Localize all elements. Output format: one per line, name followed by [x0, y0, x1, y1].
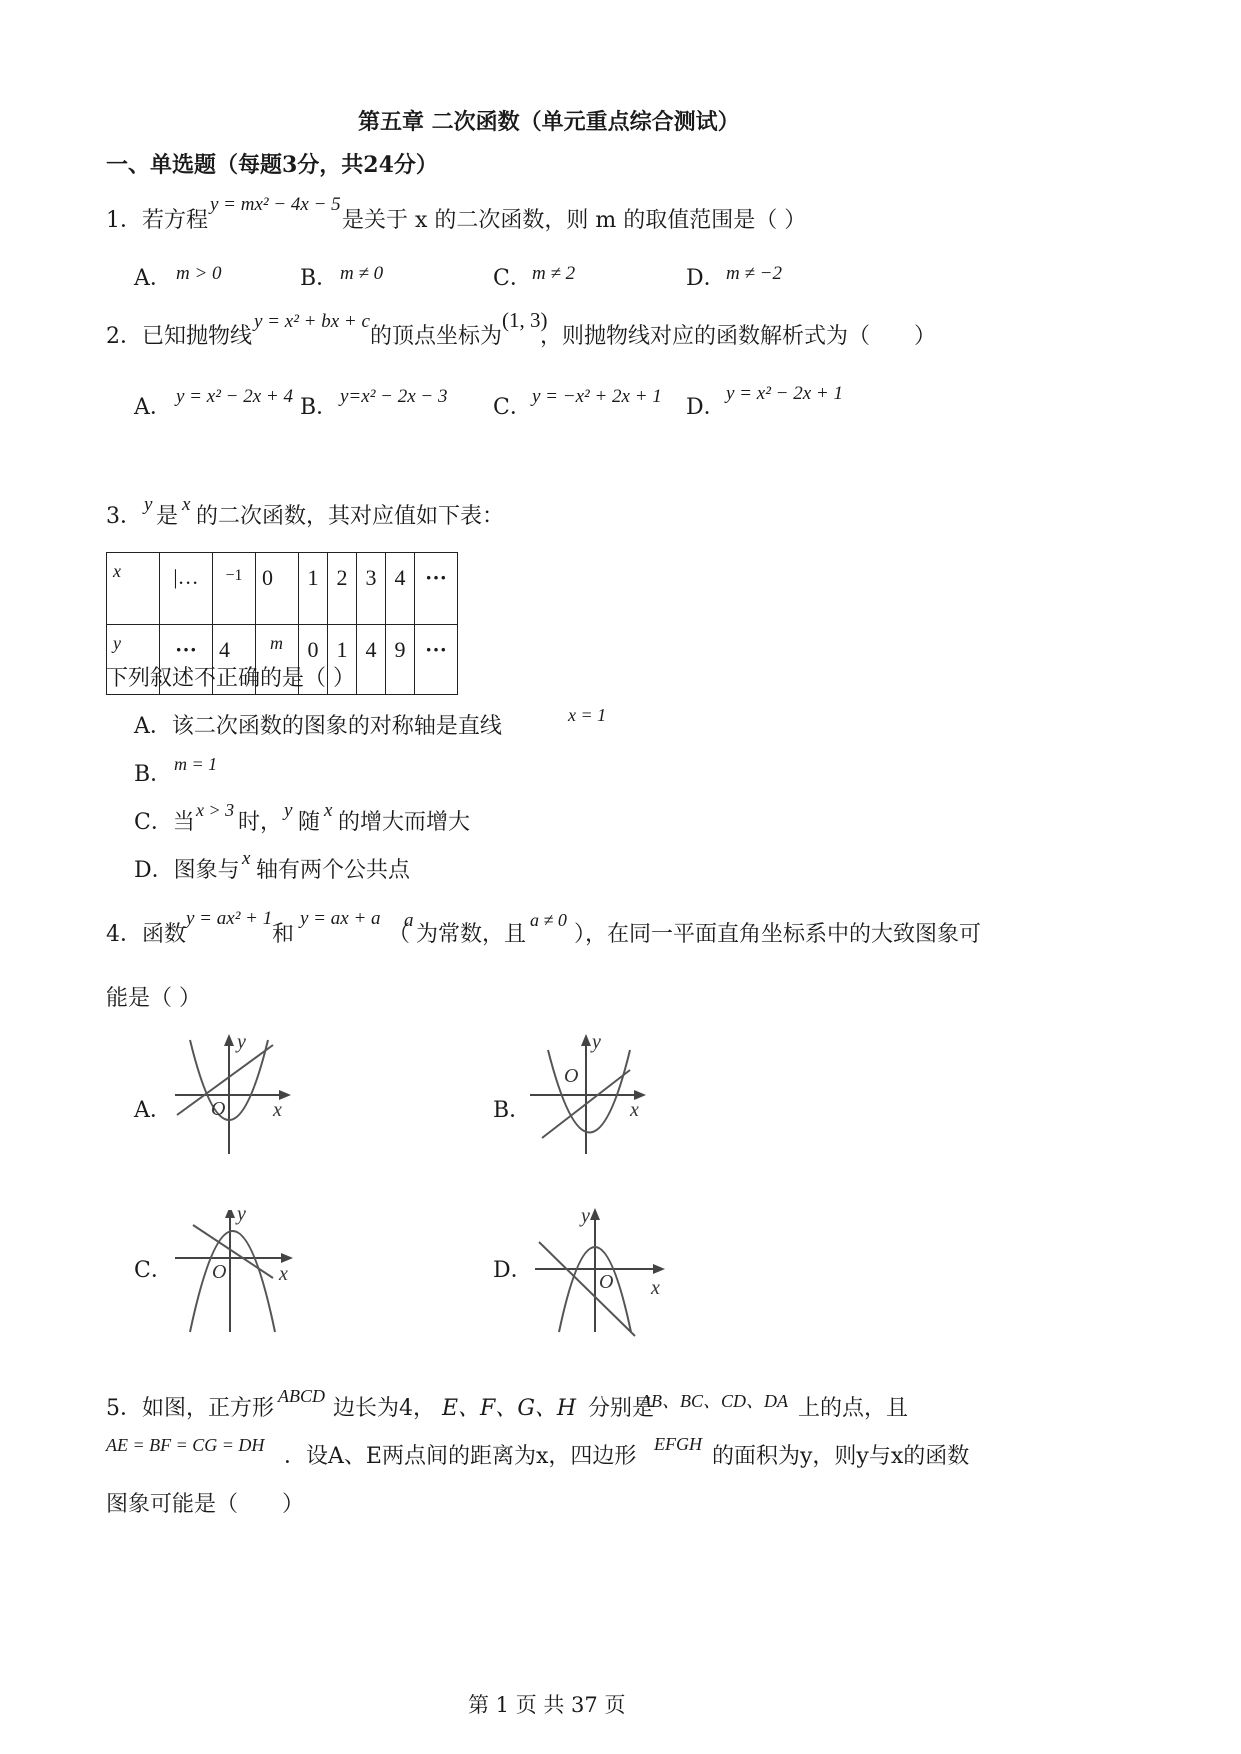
q4-option-d-label[interactable]: D． [493, 1258, 533, 1283]
q4-const-text: 为常数，且 [416, 922, 527, 947]
origin-label: O [564, 1065, 579, 1087]
q5-stem-mid2: 分别是 [588, 1396, 655, 1421]
q1-stem-pre: 1．若方程 [106, 208, 208, 233]
q2-stem-post: ，则抛物线对应的函数解析式为（ ） [540, 324, 937, 349]
table-cell: y [107, 625, 160, 695]
q5-points: E、F、G、H [442, 1396, 577, 1421]
q4-option-c-label[interactable]: C． [134, 1258, 173, 1283]
q3-option-a[interactable]: A．该二次函数的图象的对称轴是直线 [134, 714, 502, 739]
x-axis-label: x [273, 1099, 282, 1121]
y-axis-label: y [237, 1031, 246, 1053]
q4-condition: a ≠ 0 [530, 910, 567, 930]
y-axis-arrow-icon [224, 1034, 234, 1046]
table-cell: x [107, 553, 160, 625]
x-axis-arrow-icon [281, 1253, 293, 1263]
section-heading: 一、单选题（每题3分，共24分） [106, 152, 438, 178]
q3-option-d-a[interactable]: D．图象与 [134, 858, 240, 883]
origin-label: O [212, 1261, 227, 1283]
q3-var-y: y [144, 494, 153, 515]
q4-option-b-label[interactable]: B． [493, 1098, 532, 1123]
y-axis-arrow-icon [581, 1034, 591, 1046]
q3-option-a-math[interactable]: x = 1 [568, 705, 607, 725]
q5-quadrilateral: EFGH [654, 1434, 702, 1454]
x-axis-label: x [651, 1277, 660, 1299]
origin-label: O [211, 1098, 226, 1120]
q3-number: 3． [106, 504, 142, 529]
q5-stem-mid1: 边长为4， [333, 1396, 435, 1421]
table-cell: 0 [256, 553, 299, 625]
q1-option-a-label[interactable]: A． [134, 266, 172, 291]
q2-stem-mid: 的顶点坐标为 [370, 324, 503, 349]
q2-option-d-label[interactable]: D． [686, 395, 726, 420]
q5-square: ABCD [278, 1386, 325, 1406]
q1-option-b-label[interactable]: B． [300, 266, 339, 291]
y-axis-label: y [237, 1210, 246, 1225]
q1-stem-post: 是关于 x 的二次函数，则 m 的取值范围是（ ） [342, 208, 807, 233]
table-cell: 1 [299, 553, 328, 625]
parabola-curve [548, 1050, 630, 1133]
q2-vertex: (1, 3) [502, 308, 548, 332]
q3-option-c-math3[interactable]: x [324, 800, 333, 821]
q3-option-c-math1[interactable]: x > 3 [196, 800, 235, 820]
q4-function-2: y = ax + a [300, 908, 381, 929]
q4-option-a-label[interactable]: A． [134, 1098, 172, 1123]
q5-stem-post3: 的面积为y，则y与x的函数 [712, 1444, 970, 1469]
table-cell: −1 [213, 553, 256, 625]
q1-equation: y = mx² − 4x − 5 [210, 194, 341, 215]
q1-option-c-label[interactable]: C． [493, 266, 532, 291]
q4-stem-pre: 4．函数 [106, 922, 186, 947]
x-axis-arrow-icon [653, 1264, 665, 1274]
q3-option-c-math2[interactable]: y [284, 800, 293, 821]
table-cell: 0 [299, 625, 328, 695]
q2-stem-pre: 2．已知抛物线 [106, 324, 252, 349]
q1-option-d-math[interactable]: m ≠ −2 [726, 263, 782, 284]
q3-stem-c: 的二次函数，其对应值如下表： [196, 504, 505, 529]
q1-option-c-math[interactable]: m ≠ 2 [532, 263, 576, 284]
table-cell: 9 [386, 625, 415, 695]
q4-stem-post: ），在同一平面直角坐标系中的大致图象可 [574, 922, 982, 947]
q5-stem-post1: 上的点，且 [798, 1396, 909, 1421]
table-cell: 4 [386, 553, 415, 625]
table-cell: ··· [415, 553, 458, 625]
y-axis-arrow-icon [590, 1208, 600, 1220]
q5-stem-pre: 5．如图，正方形 [106, 1396, 274, 1421]
q2-option-d-math[interactable]: y = x² − 2x + 1 [726, 383, 843, 404]
origin-label: O [599, 1271, 614, 1293]
q4-stem-line2: 能是（ ） [106, 986, 201, 1011]
q4-and: 和 [272, 922, 295, 947]
table-cell: |… [160, 553, 213, 625]
q4-paren: （ [388, 922, 411, 947]
q3-option-b-math[interactable]: m = 1 [174, 754, 218, 774]
y-axis-arrow-icon [225, 1210, 235, 1218]
q2-option-b-math[interactable]: y=x² − 2x − 3 [340, 386, 448, 407]
q3-question: 下列叙述不正确的是（ ） [106, 666, 355, 691]
q3-stem-b: 是 [156, 504, 179, 529]
q4-graph-c[interactable] [175, 1210, 325, 1335]
q1-option-b-math[interactable]: m ≠ 0 [340, 263, 384, 284]
q3-option-c-d[interactable]: 的增大而增大 [338, 810, 471, 835]
q5-sides: AB、BC、CD、DA [640, 1391, 788, 1411]
y-axis-label: y [592, 1031, 601, 1053]
q3-option-c-c[interactable]: 随 [298, 810, 321, 835]
table-cell: 3 [357, 553, 386, 625]
line-graph [193, 1225, 273, 1278]
q3-option-d-b[interactable]: 轴有两个公共点 [256, 858, 411, 883]
q3-option-d-math[interactable]: x [242, 848, 251, 869]
q2-option-a-label[interactable]: A． [134, 395, 172, 420]
parabola-curve [190, 1231, 275, 1332]
q5-stem-post2: ．设A、E两点间的距离为x，四边形 [284, 1444, 637, 1469]
q5-equality: AE = BF = CG = DH [106, 1435, 265, 1455]
y-axis-label: y [581, 1205, 590, 1227]
q4-graph-a[interactable] [175, 1030, 325, 1155]
q5-stem-line3: 图象可能是（ ） [106, 1492, 305, 1517]
table-row-x [107, 553, 458, 625]
table-cell: 2 [328, 553, 357, 625]
q3-var-x: x [182, 494, 191, 515]
table-cell: ··· [160, 625, 213, 695]
q2-option-a-math[interactable]: y = x² − 2x + 4 [176, 386, 293, 407]
q3-option-c-b[interactable]: 时， [238, 810, 283, 835]
q4-var-a: a [404, 910, 414, 931]
q4-graph-d[interactable] [535, 1202, 685, 1342]
table-cell: 1 [328, 625, 357, 695]
x-axis-label: x [630, 1099, 639, 1121]
q3-option-c-a[interactable]: C．当 [134, 810, 195, 835]
q2-option-b-label[interactable]: B． [300, 395, 339, 420]
x-axis-label: x [279, 1263, 288, 1285]
q2-option-c-label[interactable]: C． [493, 395, 532, 420]
q4-graph-b[interactable] [530, 1030, 680, 1155]
page-footer: 第 1 页 共 37 页 [468, 1693, 626, 1717]
table-cell: m [256, 625, 299, 695]
table-cell: 4 [213, 625, 256, 695]
page-title: 第五章 二次函数（单元重点综合测试） [358, 109, 740, 135]
table-cell: ··· [415, 625, 458, 695]
q2-parabola: y = x² + bx + c [254, 311, 370, 332]
q2-option-c-math[interactable]: y = −x² + 2x + 1 [532, 386, 662, 407]
q3-option-b[interactable]: B． [134, 762, 173, 787]
q1-option-a-math[interactable]: m > 0 [176, 263, 222, 284]
q1-option-d-label[interactable]: D． [686, 266, 726, 291]
table-cell: 4 [357, 625, 386, 695]
q4-function-1: y = ax² + 1 [186, 908, 273, 929]
